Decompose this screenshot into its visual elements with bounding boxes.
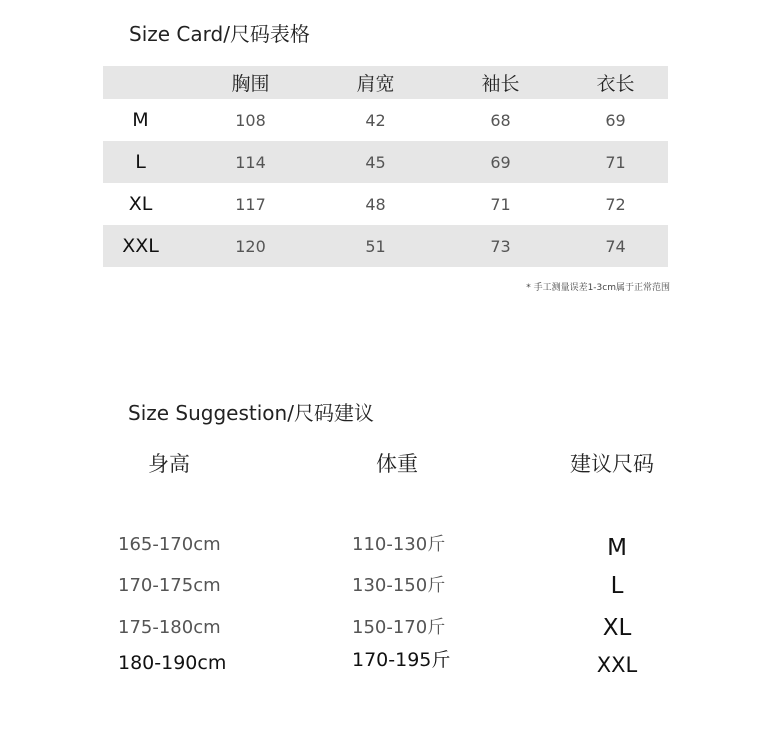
header-cell-chest: 胸围: [231, 73, 270, 95]
height-range: 180-190cm: [118, 652, 227, 674]
weight-range: 150-170斤: [352, 617, 446, 638]
size-card-row: [103, 225, 668, 267]
measurement-note: * 手工测量误差1-3cm属于正常范围: [526, 283, 670, 293]
chest-value: 108: [235, 110, 266, 130]
shoulder-value: 45: [365, 152, 386, 172]
header-cell-size: [103, 66, 178, 99]
weight-range: 110-130斤: [352, 534, 446, 555]
suggestion-header-size: 建议尺码: [570, 452, 654, 476]
size-card-header-row: [103, 66, 668, 99]
suggestion-row: [0, 571, 784, 601]
length-value: 74: [605, 236, 626, 256]
size-label: M: [132, 109, 149, 131]
suggested-size: XL: [602, 615, 632, 641]
chest-value: 117: [235, 194, 266, 214]
size-card-row: [103, 183, 668, 225]
header-cell-length: 衣长: [596, 73, 635, 95]
size-card-title: Size Card/尺码表格: [129, 22, 310, 46]
height-range: 170-175cm: [118, 575, 221, 596]
suggested-size: XXL: [596, 653, 638, 677]
height-range: 165-170cm: [118, 534, 221, 555]
size-label: XL: [128, 193, 153, 215]
shoulder-value: 42: [365, 110, 386, 130]
weight-range: 170-195斤: [352, 649, 451, 671]
size-suggestion-title: Size Suggestion/尺码建议: [128, 401, 374, 425]
suggestion-row: [0, 648, 784, 678]
size-label: XXL: [122, 235, 159, 257]
suggestion-header-weight: 体重: [376, 452, 418, 476]
height-range: 175-180cm: [118, 617, 221, 638]
suggested-size: M: [607, 535, 627, 561]
length-value: 72: [605, 194, 626, 214]
shoulder-value: 48: [365, 194, 386, 214]
size-label: L: [135, 151, 146, 173]
sleeve-value: 73: [490, 236, 511, 256]
chest-value: 114: [235, 152, 266, 172]
suggestion-row: [0, 613, 784, 643]
size-card-table: [103, 66, 668, 267]
length-value: 71: [605, 152, 626, 172]
weight-range: 130-150斤: [352, 575, 446, 596]
sleeve-value: 69: [490, 152, 511, 172]
chest-value: 120: [235, 236, 266, 256]
size-card-row: [103, 99, 668, 141]
length-value: 69: [605, 110, 626, 130]
sleeve-value: 68: [490, 110, 511, 130]
suggested-size: L: [610, 573, 624, 599]
shoulder-value: 51: [365, 236, 386, 256]
header-cell-sleeve: 袖长: [481, 73, 520, 95]
header-cell-shoulder: 肩宽: [356, 73, 395, 95]
sleeve-value: 71: [490, 194, 511, 214]
size-card-row: [103, 141, 668, 183]
suggestion-header-height: 身高: [148, 452, 190, 476]
suggestion-row: [0, 530, 784, 560]
